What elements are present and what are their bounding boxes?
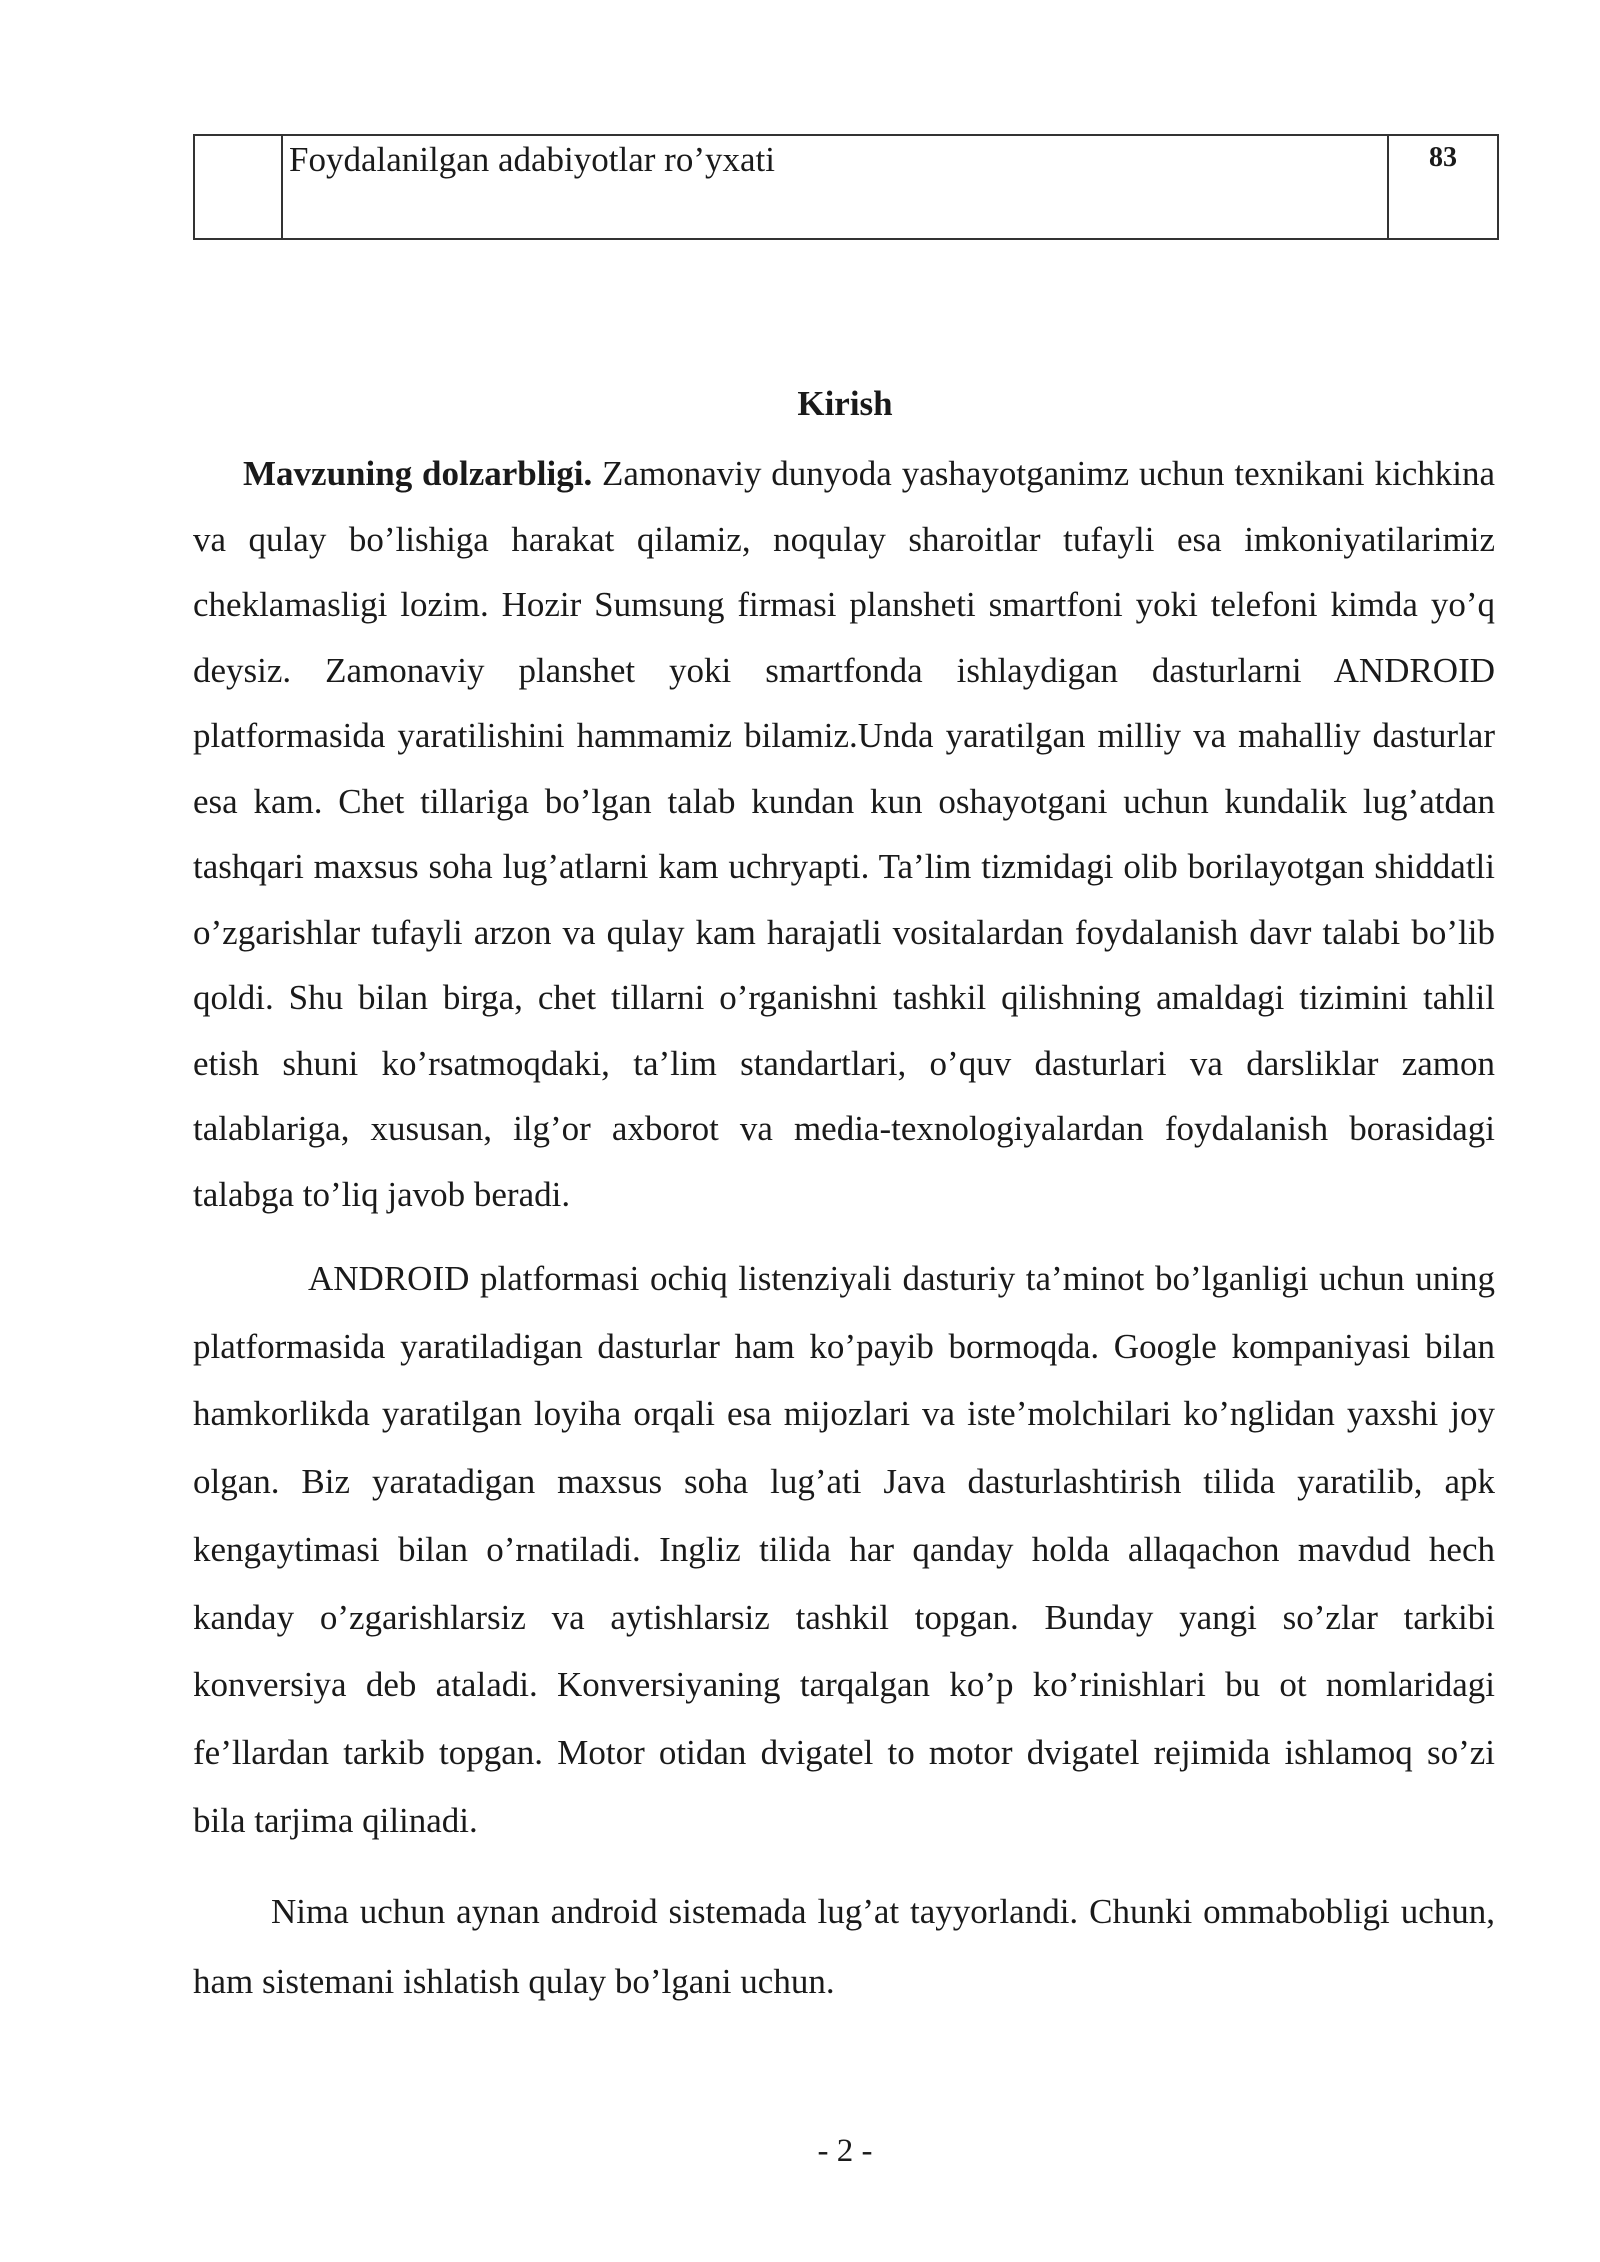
toc-row <box>194 135 1498 239</box>
section-heading: Kirish <box>797 384 893 423</box>
toc-page-cell: 83 <box>1388 135 1498 239</box>
paragraph-body: Zamonaviy dunyoda yashayotganimz uchun texnikani kichkina va qulay bo’lishiga harakat qilamiz, noqulay sharoitlar tufayli esa imkoniyatilarimiz cheklamasligi lozim. Hozir Sumsung firmasi plansheti smartfoni yoki telefoni kimda yo’q deysiz. Zamonaviy planshet yoki smartfonda ishlaydigan dasturlarni ANDROID platformasida yaratilishini hammamiz bilamiz.Unda yaratilgan milliy va mahalliy dasturlar esa kam. Chet tillariga bo’lgan talab kundan kun oshayotgani uchun kundalik lug’atdan tashqari maxsus soha lug’atlarni kam uchryapti. Ta’lim tizmidagi olib borilayotgan shiddatli o’zgarishlar tufayli arzon va qulay kam harajatli vositalardan foydalanish davr talabi bo’lib qoldi. Shu bilan birga, chet tillarni o’rganishni tashkil qilishning amaldagi tizimini tahlil etish shuni ko’rsatmoqdaki, ta’lim standartlari, o’quv dasturlari va darsliklar zamon talablariga, xususan, ilg’or axborot va media-texnologiyalardan foydalanish borasidagi talabga to’liq javob beradi. <box>193 454 1495 1214</box>
toc-title-cell: Foydalanilgan adabiyotlar ro’yxati <box>282 135 1388 239</box>
paragraph-lead: Mavzuning dolzarbligi. <box>243 454 593 493</box>
paragraph-android: ANDROID platformasi ochiq listenziyali dasturiy ta’minot bo’lganligi uchun uning platformasida yaratiladigan dasturlar ham ko’payib bormoqda. Google kompaniyasi bilan hamkorlikda yaratilgan loyiha orqali esa mijozlari va iste’molchilari ko’nglidan yaxshi joy olgan. Biz yaratadigan maxsus soha lug’ati Java dasturlashtirish tilida yaratilib, apk kengaytimasi bilan o’rnatiladi. Ingliz tilida har qanday holda allaqachon mavdud hech kanday o’zgarishlarsiz va aytishlarsiz tashkil topgan. Bunday yangi so’zlar tarkibi konversiya deb ataladi. Konversiyaning tarqalgan ko’p ko’rinishlari bu ot nomlaridagi fe’llardan tarkib topgan. Motor otidan dvigatel to motor dvigatel rejimida ishlamoq so’zi bila tarjima qilinadi. <box>193 1259 1495 1840</box>
toc-number-cell <box>194 135 282 239</box>
toc-table <box>193 134 1499 240</box>
paragraph-why-android: Nima uchun aynan android sistemada lug’at tayyorlandi. Chunki ommabobligi uchun, ham sistemani ishlatish qulay bo’lgani uchun. <box>193 1892 1495 2001</box>
page-number: - 2 - <box>817 2133 873 2169</box>
paragraph-relevance <box>193 441 1495 1227</box>
